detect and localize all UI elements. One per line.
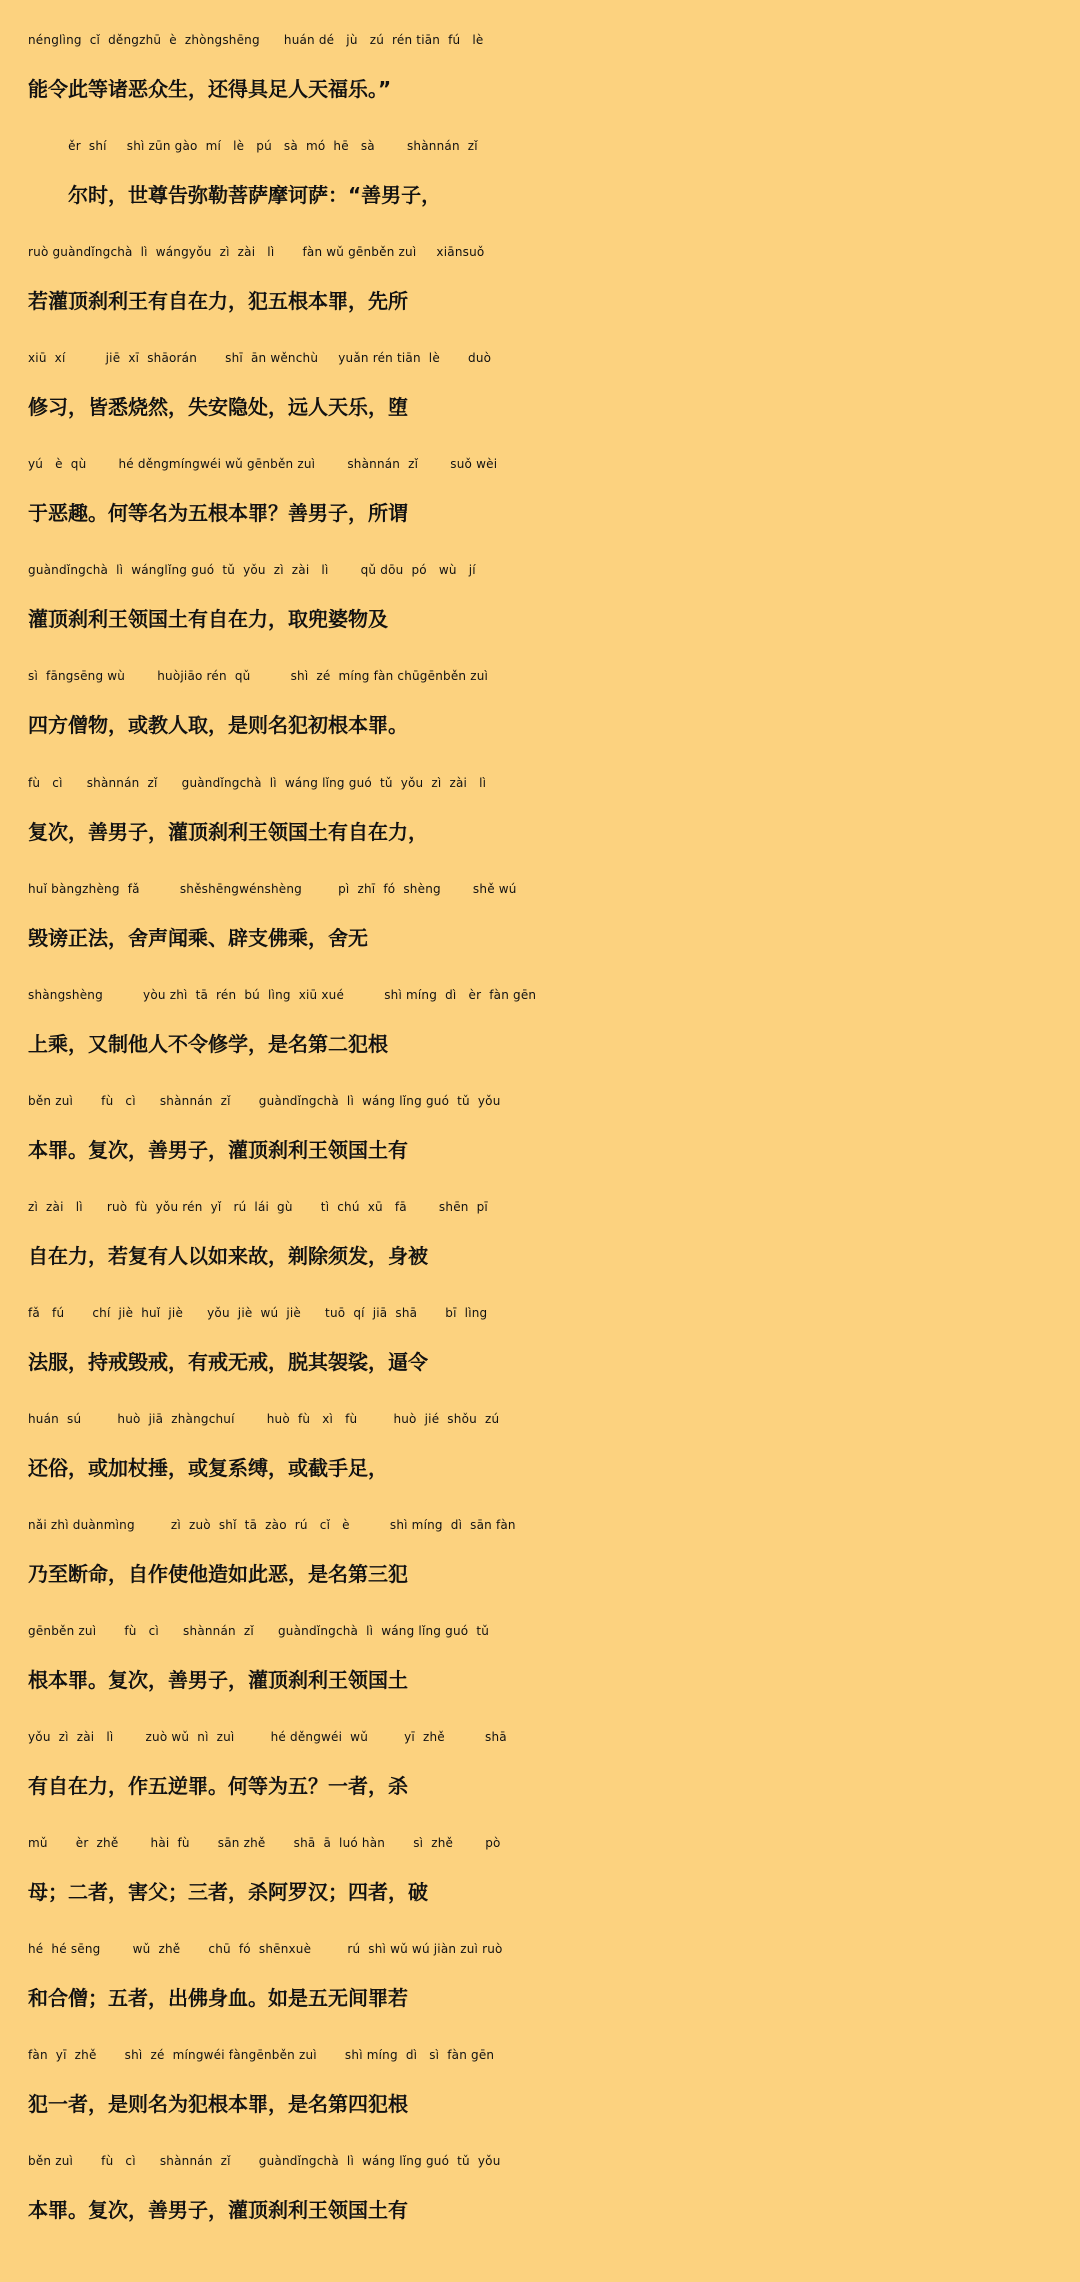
chinese-text: 上乘，又制他人不令修学，是名第二犯根 (28, 1032, 388, 1056)
chinese-text: 毁谤正法，舍声闻乘、辟支佛乘，舍无 (28, 926, 368, 950)
pinyin-annotation: fù cì shànnán zǐ guàndǐngchà lì wáng lǐng guó tǔ yǒu zì zài lì (28, 776, 487, 790)
pinyin-annotation: zì zài lì ruò fù yǒu rén yǐ rú lái gù tì chú xū fā shēn pī (28, 1200, 488, 1214)
chinese-text: 能令此等诸恶众生，还得具足人天福乐。” (28, 77, 392, 101)
pinyin-annotation: gēnběn zuì fù cì shànnán zǐ guàndǐngchà lì wáng lǐng guó tǔ (28, 1624, 490, 1638)
pinyin-annotation: shàngshèng yòu zhì tā rén bú lìng xiū xué shì míng dì èr fàn gēn (28, 988, 537, 1002)
pinyin-annotation: huán sú huò jiā zhàngchuí huò fù xì fù huò jié shǒu zú (28, 1412, 500, 1426)
pinyin-annotation: huǐ bàngzhèng fǎ shěshēngwénshèng pì zhī fó shèng shě wú (28, 882, 517, 896)
pinyin-annotation: ruò guàndǐngchà lì wángyǒu zì zài lì fàn wǔ gēnběn zuì xiānsuǒ (28, 245, 485, 259)
pinyin-annotation: fǎ fú chí jiè huǐ jiè yǒu jiè wú jiè tuō qí jiā shā bī lìng (28, 1306, 488, 1320)
chinese-text: 有自在力，作五逆罪。何等为五？一者，杀 (28, 1774, 408, 1798)
chinese-text: 根本罪。复次，善男子，灌顶刹利王领国土 (28, 1668, 408, 1692)
chinese-text: 于恶趣。何等名为五根本罪？善男子，所谓 (28, 501, 408, 525)
chinese-text: 本罪。复次，善男子，灌顶刹利王领国土有 (28, 2198, 408, 2222)
chinese-text: 和合僧；五者，出佛身血。如是五无间罪若 (28, 1986, 408, 2010)
pinyin-annotation: běn zuì fù cì shànnán zǐ guàndǐngchà lì wáng lǐng guó tǔ yǒu (28, 2154, 501, 2168)
pinyin-annotation: sì fāngsēng wù huòjiāo rén qǔ shì zé míng fàn chūgēnběn zuì (28, 669, 489, 683)
chinese-text: 若灌顶刹利王有自在力，犯五根本罪，先所 (28, 289, 408, 313)
pinyin-annotation: xiū xí jiē xī shāorán shī ān wěnchù yuǎn rén tiān lè duò (28, 351, 492, 365)
pinyin-annotation: guàndǐngchà lì wánglǐng guó tǔ yǒu zì zài lì qǔ dōu pó wù jí (28, 563, 476, 577)
chinese-text: 法服，持戒毁戒，有戒无戒，脱其袈裟，逼令 (28, 1350, 428, 1374)
pinyin-annotation: nénglìng cǐ děngzhū è zhòngshēng huán dé jù zú rén tiān fú lè (28, 33, 484, 47)
pinyin-annotation: hé hé sēng wǔ zhě chū fó shēnxuè rú shì wǔ wú jiàn zuì ruò (28, 1942, 503, 1956)
chinese-text: 自在力，若复有人以如来故，剃除须发，身被 (28, 1244, 428, 1268)
chinese-text: 尔时，世尊告弥勒菩萨摩诃萨：“善男子， (28, 183, 442, 207)
chinese-text: 四方僧物，或教人取，是则名犯初根本罪。 (28, 713, 408, 737)
pinyin-annotation: nǎi zhì duànmìng zì zuò shǐ tā zào rú cǐ è shì míng dì sān fàn (28, 1518, 516, 1532)
chinese-text: 灌顶刹利王领国土有自在力，取兜婆物及 (28, 607, 388, 631)
chinese-text: 本罪。复次，善男子，灌顶刹利王领国土有 (28, 1138, 408, 1162)
chinese-text: 修习，皆悉烧然，失安隐处，远人天乐，堕 (28, 395, 408, 419)
pinyin-annotation: yú è qù hé děngmíngwéi wǔ gēnběn zuì shànnán zǐ suǒ wèi (28, 457, 498, 471)
pinyin-annotation: ěr shí shì zūn gào mí lè pú sà mó hē sà shànnán zǐ (28, 139, 478, 153)
chinese-text: 犯一者，是则名为犯根本罪，是名第四犯根 (28, 2092, 408, 2116)
chinese-text: 乃至断命，自作使他造如此恶，是名第三犯 (28, 1562, 408, 1586)
chinese-text: 母；二者，害父；三者，杀阿罗汉；四者，破 (28, 1880, 428, 1904)
pinyin-annotation: běn zuì fù cì shànnán zǐ guàndǐngchà lì wáng lǐng guó tǔ yǒu (28, 1094, 501, 1108)
pinyin-annotation: mǔ èr zhě hài fù sān zhě shā ā luó hàn sì zhě pò (28, 1836, 501, 1850)
chinese-text: 复次，善男子，灌顶刹利王领国土有自在力， (28, 820, 428, 844)
pinyin-annotation: yǒu zì zài lì zuò wǔ nì zuì hé děngwéi wǔ yī zhě shā (28, 1730, 507, 1744)
pinyin-annotation: fàn yī zhě shì zé míngwéi fàngēnběn zuì shì míng dì sì fàn gēn (28, 2048, 495, 2062)
chinese-text: 还俗，或加杖捶，或复系缚，或截手足， (28, 1456, 388, 1480)
